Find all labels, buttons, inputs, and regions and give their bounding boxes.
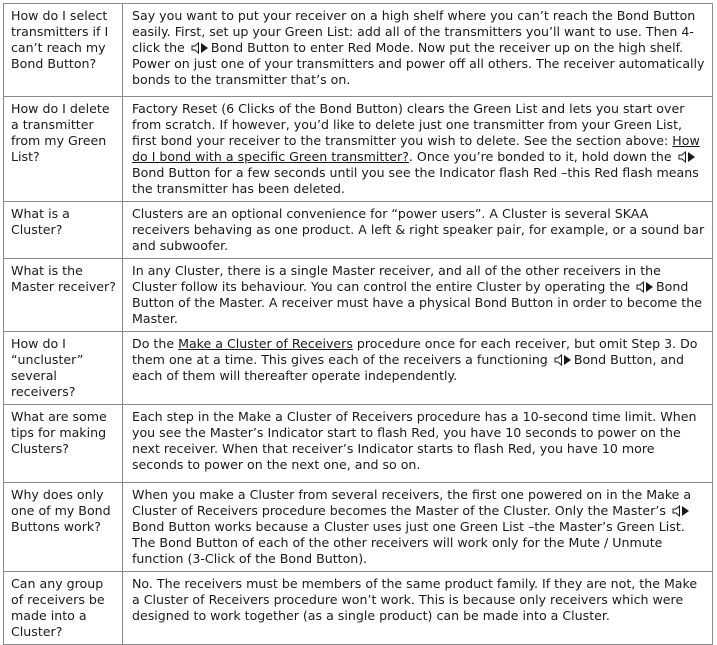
faq-question: How do I select transmitters if I can’t reach my Bond Button?	[4, 4, 123, 97]
faq-row	[4, 97, 713, 202]
faq-row	[4, 405, 713, 483]
answer-text: procedure once for each receiver, but omit Step 3. Do them one at a time. This gives each of the receivers a functioning	[132, 336, 698, 367]
answer-text: When you make a Cluster from several receivers, the first one powered on in the Make a Cluster of Receivers procedure becomes the Master of the Cluster. Only the Master’s	[132, 487, 692, 518]
answer-text: . Once you’re bonded to it, hold down the	[408, 149, 672, 164]
faq-answer	[123, 97, 713, 202]
answer-text: Bond Button of the Master. A receiver must have a physical Bond Button in order to become the Master.	[132, 279, 702, 326]
faq-row	[4, 4, 713, 97]
bond-button-icon	[678, 151, 696, 163]
faq-table	[3, 3, 713, 645]
faq-answer	[123, 4, 713, 97]
faq-question: What are some tips for making Clusters?	[4, 405, 123, 483]
answer-text: In any Cluster, there is a single Master receiver, and all of the other receivers in the Cluster follow its behaviour. You can control the entire Cluster by operating the	[132, 263, 661, 294]
faq-question: How do I delete a transmitter from my Green List?	[4, 97, 123, 202]
bond-button-icon	[554, 354, 572, 366]
bond-button-icon	[191, 42, 209, 54]
faq-question: Can any group of receivers be made into a Cluster?	[4, 572, 123, 645]
section-link[interactable]: How do I bond with a specific Green transmitter?	[132, 133, 700, 164]
answer-text: Bond Button to enter Red Mode. Now put the receiver up on the high shelf. Power on just one of your transmitters and power off all others. The receiver automatically bonds to the transmitter that’s on.	[132, 40, 705, 87]
faq-answer	[123, 405, 713, 483]
answer-text: Bond Button for a few seconds until you see the Indicator flash Red –this Red flash means the transmitter has been deleted.	[132, 165, 699, 196]
faq-answer	[123, 483, 713, 572]
faq-row	[4, 483, 713, 572]
faq-row	[4, 572, 713, 645]
bond-button-icon	[672, 505, 690, 517]
faq-question: What is the Master receiver?	[4, 259, 123, 332]
faq-answer	[123, 259, 713, 332]
answer-text: Do the	[132, 336, 175, 351]
answer-text: Clusters are an optional convenience for “power users”. A Cluster is several SKAA receivers behaving as one product. A left & right speaker pair, for example, or a sound bar and subwoofer.	[132, 206, 705, 253]
faq-answer	[123, 202, 713, 259]
answer-text: No. The receivers must be members of the same product family. If they are not, the Make a Cluster of Receivers procedure won’t work. This is because only receivers which were designed to work together (as a single product) can be made into a Cluster.	[132, 576, 698, 623]
faq-answer	[123, 332, 713, 405]
faq-row	[4, 332, 713, 405]
answer-text: Each step in the Make a Cluster of Receivers procedure has a 10-second time limit. When you see the Master’s Indicator start to flash Red, you have 10 seconds to power on the next receiver. When that receiver’s Indicator starts to flash Red, you have 10 more seconds to power on the next one, and so on.	[132, 409, 697, 472]
faq-row	[4, 259, 713, 332]
section-link[interactable]: Make a Cluster of Receivers	[178, 336, 353, 351]
answer-text: Bond Button, and each of them will thereafter operate independently.	[132, 352, 685, 383]
answer-text: Bond Button works because a Cluster uses just one Green List –the Master’s Green List. The Bond Button of each of the other receivers will work only for the Mute / Unmute function (3-Click of the Bond Button).	[132, 519, 685, 566]
faq-question: How do I “uncluster” several receivers?	[4, 332, 123, 405]
faq-question: Why does only one of my Bond Buttons work?	[4, 483, 123, 572]
faq-row	[4, 202, 713, 259]
answer-text: Factory Reset (6 Clicks of the Bond Button) clears the Green List and lets you start over from scratch. If however, you’d like to delete just one transmitter from your Green List, first bond your receiver to the transmitter you wish to delete. See the section above:	[132, 101, 685, 148]
faq-question: What is a Cluster?	[4, 202, 123, 259]
faq-answer	[123, 572, 713, 645]
bond-button-icon	[636, 281, 654, 293]
answer-text: Say you want to put your receiver on a high shelf where you can’t reach the Bond Button easily. First, set up your Green List: add all of the transmitters you’ll want to use. Then 4-click the	[132, 8, 696, 55]
